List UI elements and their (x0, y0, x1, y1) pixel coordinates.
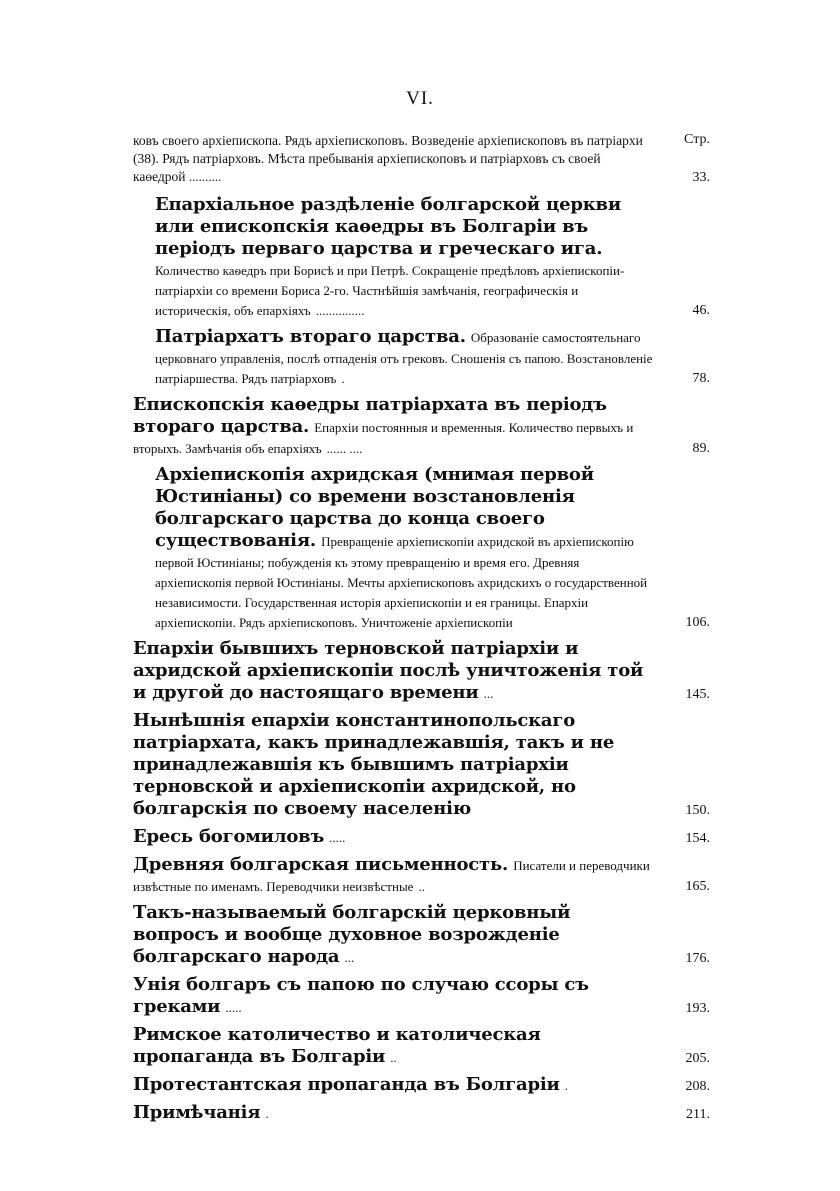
entry-body (133, 710, 654, 820)
entry-page: 33. (692, 170, 710, 185)
entry-heading: Патріархатъ втораго царства. (155, 326, 466, 347)
toc-entry (133, 1102, 710, 1124)
entry-heading: Римское католичество и католическая пропаганда въ Болгаріи (133, 1024, 541, 1067)
toc-entry (133, 194, 710, 320)
leader-dots: . (564, 1078, 568, 1093)
toc-entry (133, 1024, 710, 1068)
leader-dots: ............... (315, 303, 365, 318)
entry-desc: ковъ своего архіепископа. Рядъ архіепископовъ. Возведеніе архіепископовъ въ патріархи (38). Рядъ патріарховъ. Мѣста пребыванія архіепископовъ и патріарховъ съ своей каѳедрой (133, 133, 643, 184)
leader-dots: ... (344, 950, 355, 965)
entry-page: 89. (692, 441, 710, 456)
entry-page: 154. (685, 831, 710, 846)
entry-body (133, 974, 654, 1018)
entry-body (133, 194, 654, 320)
entry-page: 211. (686, 1107, 710, 1122)
entry-body (133, 1074, 654, 1096)
entry-heading: Древняя болгарская письменность. (133, 854, 509, 875)
toc-entry (133, 638, 710, 704)
entry-continuation-text (133, 132, 654, 186)
entry-heading: Протестантская пропаганда въ Болгаріи (133, 1074, 560, 1095)
entry-heading: Такъ-называемый болгарскій церковный вопросъ и вообще духовное возрожденіе болгарскаго народа (133, 902, 571, 967)
entry-desc: Писатели и переводчики извѣстные по именамъ. Переводчики неизвѣстные (133, 858, 650, 894)
entry-body (133, 854, 654, 896)
entry-body (133, 826, 654, 848)
leader-dots: . (341, 371, 345, 386)
leader-dots: .. (418, 879, 426, 894)
page-number: VI. (406, 88, 434, 109)
page-column (654, 132, 710, 186)
entry-heading: Архіепископія ахридская (мнимая первой Юстиніаны) со времени возстановленія болгарскаго царства до конца своего существованія. (155, 464, 594, 551)
toc-entry (133, 710, 710, 820)
entry-body (133, 394, 654, 458)
entry-page: 205. (685, 1051, 710, 1066)
entry-desc: Количество каѳедръ при Борисѣ и при Петрѣ. Сокращеніе предѣловъ архіепископіи-патріархіи со времени Бориса 2-го. Частнѣйшія замѣчанія, географическія и историческія, объ епархіяхъ (155, 263, 625, 318)
entry-body (133, 1024, 654, 1068)
toc-entry (133, 394, 710, 458)
entry-body (133, 326, 654, 388)
entry-desc: Епархіи постоянныя и временныя. Количество первыхъ и вторыхъ. Замѣчанія объ епархіяхъ (133, 420, 634, 456)
entry-page: 208. (685, 1079, 710, 1094)
entry-desc: Образованіе самостоятельнаго церковнаго управленія, послѣ отпаденія отъ грековъ. Сношенія съ папою. Возстановленіе патріаршества. Рядъ патріарховъ (155, 330, 653, 386)
toc-entry (133, 464, 710, 632)
entry-heading: Ересь богомиловъ (133, 826, 325, 847)
entry-page: 46. (692, 303, 710, 318)
entry-desc: Превращеніе архіепископіи ахридской въ архіепископію первой Юстиніаны; побужденія къ этому превращенію и время его. Древняя архіепископія первой Юстиніаны. Мечты архіепископовъ ахридскихъ о государственной независимости. Государственная исторія архіепископіи и ея границы. Епархіи архіепископіи. Рядъ архіепископовъ. Уничтоженіе архіепископіи (155, 534, 648, 630)
leader-dots: . (265, 1106, 269, 1121)
entry-page: 150. (685, 803, 710, 818)
toc-entry (133, 854, 710, 896)
entry-page: 78. (692, 371, 710, 386)
leader-dots: ... (483, 686, 494, 701)
entry-page: 176. (685, 951, 710, 966)
leader-dots: ...... .... (326, 441, 363, 456)
leader-dots: ..... (329, 830, 346, 845)
leader-dots: .......... (188, 169, 222, 184)
leader-dots: ..... (225, 1000, 242, 1015)
entry-page: 165. (685, 879, 710, 894)
entry-page: 106. (685, 615, 710, 630)
entry-heading: Унія болгаръ съ папою по случаю ссоры съ греками (133, 974, 589, 1017)
toc-entry (133, 1074, 710, 1096)
entry-heading: Епархіальное раздѣленіе болгарской церкви или епископскія каѳедры въ Болгаріи въ періодъ перваго царства и греческаго ига. (155, 194, 622, 259)
entry-heading: Епархіи бывшихъ терновской патріархіи и ахридской архіепископіи послѣ уничтоженія той и другой до настоящаго времени (133, 638, 644, 703)
entry-body (133, 638, 654, 704)
entry-body (133, 1102, 654, 1124)
toc-entry (133, 326, 710, 388)
toc-entry (133, 826, 710, 848)
entry-body (133, 464, 654, 632)
toc-entry (133, 974, 710, 1018)
entry-heading: Примѣчанія (133, 1102, 261, 1123)
entry-heading: Епископскія каѳедры патріархата въ періодъ втораго царства. (133, 394, 607, 437)
page-column-header: Стр. (684, 132, 710, 147)
entry-heading: Нынѣшнія епархіи константинопольскаго патріархата, какъ принадлежавшія, такъ и не принадлежавшія къ бывшимъ патріархіи терновской и архіепископіи ахридской, но болгарскія по своему населенію (133, 710, 615, 819)
entry-page: 145. (685, 687, 710, 702)
table-of-contents (133, 132, 710, 1130)
entry-body (133, 902, 654, 968)
toc-entry (133, 902, 710, 968)
toc-entry-continuation (133, 132, 710, 186)
entry-page: 193. (685, 1001, 710, 1016)
leader-dots: .. (390, 1050, 397, 1065)
